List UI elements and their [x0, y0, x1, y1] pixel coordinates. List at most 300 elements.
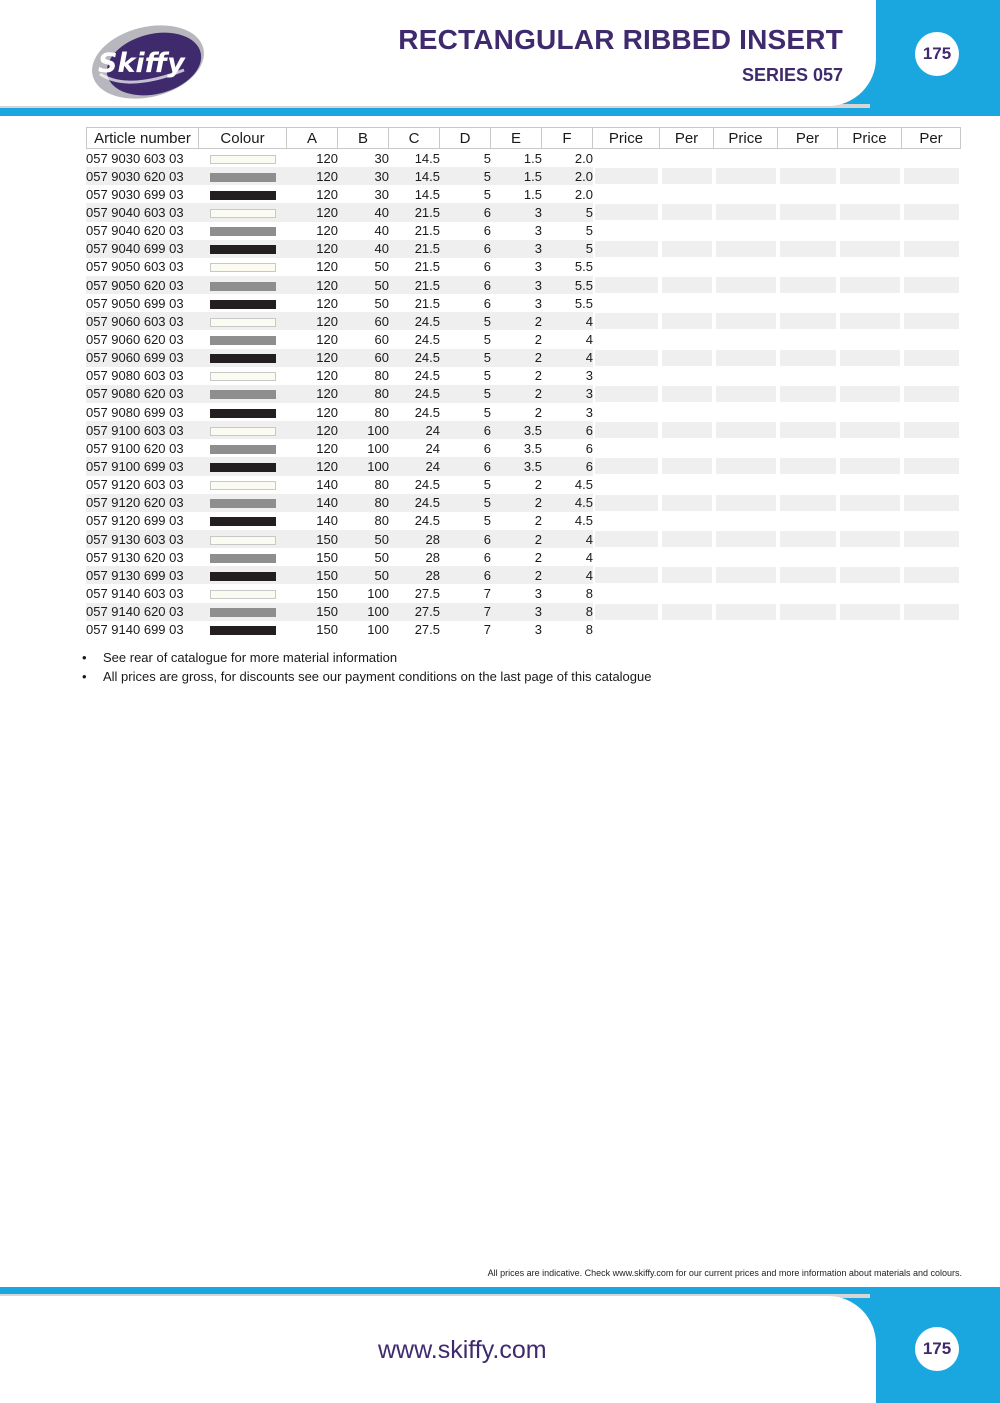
price-box [662, 567, 712, 583]
per-cell [660, 457, 714, 475]
per-cell [660, 584, 714, 602]
price-box [716, 386, 776, 402]
per-cell [902, 367, 961, 385]
colour-cell [199, 421, 287, 439]
header-colour: Colour [199, 127, 287, 149]
per-cell [902, 330, 961, 348]
price-cell [593, 240, 660, 258]
table-row [86, 548, 961, 566]
per-cell [778, 403, 838, 421]
per-cell [778, 276, 838, 294]
per-cell [660, 548, 714, 566]
price-cell [593, 494, 660, 512]
dim-a-cell: 120 [287, 349, 338, 367]
per-cell [902, 185, 961, 203]
price-box [716, 440, 776, 456]
price-box [840, 585, 900, 601]
price-box [595, 549, 658, 565]
price-box [595, 241, 658, 257]
article-number-cell: 057 9050 603 03 [86, 259, 184, 275]
dim-a-cell: 120 [316, 331, 338, 347]
dim-f-cell: 5.5 [574, 295, 593, 311]
colour-cell [199, 276, 287, 294]
price-box [780, 458, 836, 474]
price-box [904, 331, 959, 347]
per-cell [778, 149, 838, 167]
table-row [86, 330, 961, 348]
notes-list [82, 650, 651, 688]
note-item: • See rear of catalogue for more material information [82, 650, 398, 665]
dim-f-cell: 3 [542, 385, 593, 403]
price-cell [838, 584, 902, 602]
colour-swatch-black [210, 572, 276, 581]
dim-a-cell: 120 [316, 368, 338, 384]
price-cell [838, 421, 902, 439]
colour-cell [199, 403, 287, 421]
price-box [840, 150, 900, 166]
per-cell [778, 621, 838, 639]
dim-e-cell: 2 [534, 477, 542, 493]
price-cell [838, 149, 902, 167]
price-box [780, 350, 836, 366]
dim-d-cell: 6 [483, 259, 491, 275]
per-cell [778, 584, 838, 602]
header-a: A [287, 127, 338, 149]
dim-f-cell: 2.0 [574, 186, 593, 202]
per-cell [778, 421, 838, 439]
per-cell [902, 258, 961, 276]
price-box [595, 604, 658, 620]
dim-b-cell: 100 [367, 585, 389, 601]
website-link[interactable]: www.skiffy.com [378, 1336, 547, 1364]
colour-swatch-black [210, 191, 276, 200]
per-cell [778, 476, 838, 494]
table-row [86, 512, 961, 530]
dim-d-cell: 5 [483, 477, 491, 493]
price-box [595, 458, 658, 474]
article-number-cell: 057 9140 603 03 [86, 585, 184, 601]
price-box [662, 331, 712, 347]
price-box [716, 259, 776, 275]
price-box [716, 368, 776, 384]
table-row [86, 203, 961, 221]
dim-b-cell: 60 [374, 331, 389, 347]
price-box [840, 223, 900, 239]
dim-c-cell: 28 [389, 530, 440, 548]
table-row [86, 276, 961, 294]
colour-cell [199, 512, 287, 530]
dim-d-cell: 5 [440, 349, 491, 367]
dim-c-cell: 14.5 [414, 186, 440, 202]
price-box [662, 223, 712, 239]
price-cell [714, 494, 778, 512]
per-cell [778, 439, 838, 457]
price-cell [714, 603, 778, 621]
price-cell [593, 385, 660, 403]
dim-b-cell: 100 [338, 603, 389, 621]
table-row [86, 367, 961, 385]
dim-b-cell: 80 [338, 494, 389, 512]
price-cell [593, 403, 660, 421]
price-box [595, 567, 658, 583]
per-cell [778, 385, 838, 403]
dim-a-cell: 140 [287, 494, 338, 512]
dim-f-cell: 4 [542, 312, 593, 330]
per-cell [660, 167, 714, 185]
dim-b-cell: 80 [374, 513, 389, 529]
per-cell [902, 203, 961, 221]
price-cell [714, 512, 778, 530]
skiffy-logo [88, 22, 208, 100]
price-box [840, 422, 900, 438]
per-cell [902, 439, 961, 457]
price-box [595, 295, 658, 311]
price-box [780, 386, 836, 402]
price-box [904, 241, 959, 257]
dim-b-cell: 100 [338, 421, 389, 439]
dim-b-cell: 80 [374, 477, 389, 493]
price-cell [714, 167, 778, 185]
per-cell [660, 603, 714, 621]
price-cell [593, 512, 660, 530]
price-box [780, 223, 836, 239]
dim-c-cell: 28 [389, 566, 440, 584]
dim-c-cell: 24.5 [389, 312, 440, 330]
colour-swatch-white [210, 318, 276, 327]
colour-swatch-white [210, 427, 276, 436]
price-cell [714, 476, 778, 494]
table-row [86, 421, 961, 439]
price-box [904, 513, 959, 529]
price-box [595, 277, 658, 293]
per-cell [902, 385, 961, 403]
price-cell [714, 439, 778, 457]
dim-d-cell: 6 [440, 276, 491, 294]
dim-c-cell: 21.5 [414, 259, 440, 275]
colour-swatch-grey [210, 390, 276, 399]
dim-f-cell: 5 [542, 240, 593, 258]
dim-f-cell: 4 [542, 349, 593, 367]
dim-b-cell: 100 [367, 622, 389, 638]
price-cell [593, 530, 660, 548]
price-box [662, 368, 712, 384]
table-row [86, 185, 961, 203]
price-box [780, 313, 836, 329]
table-row [86, 566, 961, 584]
header-price-2: Price [714, 127, 778, 149]
price-box [904, 585, 959, 601]
article-number-cell: 057 9100 603 03 [86, 421, 199, 439]
article-number-cell: 057 9100 620 03 [86, 440, 184, 456]
per-cell [902, 584, 961, 602]
article-number-cell: 057 9100 699 03 [86, 457, 199, 475]
price-box [840, 313, 900, 329]
dim-c-cell: 27.5 [414, 622, 440, 638]
price-box [595, 495, 658, 511]
colour-cell [199, 385, 287, 403]
price-cell [714, 421, 778, 439]
colour-swatch-black [210, 245, 276, 254]
per-cell [778, 294, 838, 312]
dim-e-cell: 2 [491, 312, 542, 330]
price-box [780, 513, 836, 529]
price-box [780, 622, 836, 638]
colour-swatch-grey [210, 499, 276, 508]
price-box [780, 404, 836, 420]
dim-d-cell: 6 [483, 223, 491, 239]
dim-f-cell: 6 [542, 457, 593, 475]
price-cell [714, 385, 778, 403]
price-box [904, 531, 959, 547]
price-cell [714, 258, 778, 276]
per-cell [660, 494, 714, 512]
price-box [595, 150, 658, 166]
colour-cell [199, 294, 287, 312]
price-box [840, 604, 900, 620]
dim-e-cell: 1.5 [523, 186, 542, 202]
price-box [716, 331, 776, 347]
price-box [840, 368, 900, 384]
per-cell [902, 566, 961, 584]
per-cell [660, 330, 714, 348]
dim-f-cell: 4.5 [542, 494, 593, 512]
article-number-cell: 057 9120 699 03 [86, 513, 184, 529]
price-box [840, 168, 900, 184]
price-box [595, 350, 658, 366]
price-cell [714, 548, 778, 566]
colour-cell [199, 203, 287, 221]
dim-b-cell: 50 [338, 530, 389, 548]
per-cell [902, 476, 961, 494]
colour-swatch-grey [210, 173, 276, 182]
dim-d-cell: 5 [483, 513, 491, 529]
price-cell [714, 203, 778, 221]
price-box [780, 495, 836, 511]
price-box [716, 150, 776, 166]
dim-a-cell: 120 [316, 404, 338, 420]
price-box [662, 495, 712, 511]
dim-f-cell: 4.5 [574, 513, 593, 529]
price-box [840, 277, 900, 293]
price-box [595, 223, 658, 239]
table-row [86, 403, 961, 421]
per-cell [778, 349, 838, 367]
dim-f-cell: 3 [585, 404, 593, 420]
price-cell [714, 367, 778, 385]
price-disclaimer: All prices are indicative. Check www.skiffy.com for our current prices and more information about materials and colours. [487, 1268, 962, 1278]
price-box [595, 585, 658, 601]
price-box [595, 386, 658, 402]
colour-swatch-white [210, 372, 276, 381]
price-box [595, 477, 658, 493]
table-row [86, 621, 961, 639]
dim-d-cell: 5 [440, 385, 491, 403]
price-box [904, 277, 959, 293]
per-cell [778, 312, 838, 330]
dim-d-cell: 7 [483, 622, 491, 638]
price-cell [714, 276, 778, 294]
price-box [716, 622, 776, 638]
dim-f-cell: 4.5 [574, 477, 593, 493]
price-box [595, 186, 658, 202]
article-number-cell: 057 9130 603 03 [86, 530, 199, 548]
price-box [840, 531, 900, 547]
colour-cell [199, 185, 287, 203]
colour-cell [199, 457, 287, 475]
dim-b-cell: 60 [338, 312, 389, 330]
article-number-cell: 057 9050 699 03 [86, 295, 184, 311]
table-row [86, 457, 961, 475]
dim-b-cell: 30 [374, 150, 389, 166]
per-cell [778, 330, 838, 348]
per-cell [660, 621, 714, 639]
colour-cell [199, 494, 287, 512]
dim-e-cell: 2 [534, 513, 542, 529]
price-cell [714, 566, 778, 584]
dim-f-cell: 8 [542, 603, 593, 621]
dim-a-cell: 120 [287, 457, 338, 475]
per-cell [902, 621, 961, 639]
dim-c-cell: 24.5 [414, 368, 440, 384]
price-box [662, 458, 712, 474]
per-cell [902, 240, 961, 258]
price-box [716, 477, 776, 493]
dim-f-cell: 2.0 [542, 167, 593, 185]
dim-f-cell: 6 [585, 440, 593, 456]
table-row [86, 385, 961, 403]
footer-page-number-badge: 175 [915, 1327, 959, 1371]
price-cell [838, 476, 902, 494]
header-article-number: Article number [86, 127, 199, 149]
per-cell [778, 512, 838, 530]
price-box [840, 549, 900, 565]
price-box [904, 223, 959, 239]
dim-a-cell: 150 [316, 585, 338, 601]
price-box [904, 549, 959, 565]
per-cell [902, 222, 961, 240]
dim-e-cell: 3 [491, 603, 542, 621]
price-box [662, 531, 712, 547]
table-row [86, 312, 961, 330]
price-cell [838, 330, 902, 348]
price-box [840, 204, 900, 220]
per-cell [902, 403, 961, 421]
per-cell [660, 512, 714, 530]
per-cell [660, 312, 714, 330]
price-box [840, 386, 900, 402]
dim-a-cell: 120 [287, 421, 338, 439]
price-box [840, 622, 900, 638]
table-row [86, 349, 961, 367]
dim-d-cell: 5 [440, 167, 491, 185]
price-box [904, 567, 959, 583]
price-box [662, 186, 712, 202]
price-box [904, 313, 959, 329]
colour-swatch-white [210, 263, 276, 272]
price-cell [838, 494, 902, 512]
per-cell [778, 203, 838, 221]
dim-f-cell: 5 [542, 203, 593, 221]
article-number-cell: 057 9060 699 03 [86, 349, 199, 367]
colour-swatch-grey [210, 336, 276, 345]
per-cell [778, 258, 838, 276]
per-cell [778, 494, 838, 512]
price-box [904, 150, 959, 166]
price-box [595, 331, 658, 347]
article-number-cell: 057 9060 603 03 [86, 312, 199, 330]
dim-c-cell: 24 [389, 421, 440, 439]
colour-swatch-grey [210, 445, 276, 454]
table-row [86, 240, 961, 258]
price-box [780, 422, 836, 438]
price-box [840, 513, 900, 529]
article-number-cell: 057 9030 699 03 [86, 186, 184, 202]
colour-cell [199, 566, 287, 584]
header-c: C [389, 127, 440, 149]
price-box [662, 477, 712, 493]
dim-e-cell: 2 [534, 331, 542, 347]
price-box [595, 622, 658, 638]
price-cell [714, 149, 778, 167]
price-box [904, 458, 959, 474]
dim-f-cell: 4 [542, 530, 593, 548]
price-box [840, 458, 900, 474]
price-box [840, 567, 900, 583]
price-box [716, 422, 776, 438]
dim-a-cell: 120 [316, 440, 338, 456]
article-number-cell: 057 9030 620 03 [86, 167, 199, 185]
price-box [595, 513, 658, 529]
price-box [595, 168, 658, 184]
price-box [595, 313, 658, 329]
dim-f-cell: 3 [585, 368, 593, 384]
dim-b-cell: 50 [338, 276, 389, 294]
per-cell [660, 276, 714, 294]
article-number-cell: 057 9040 603 03 [86, 203, 199, 221]
price-cell [838, 403, 902, 421]
header-price-3: Price [838, 127, 902, 149]
price-box [716, 604, 776, 620]
colour-cell [199, 603, 287, 621]
dim-e-cell: 2 [491, 530, 542, 548]
page-title: RECTANGULAR RIBBED INSERT [398, 24, 843, 55]
price-cell [593, 294, 660, 312]
price-box [780, 259, 836, 275]
colour-swatch-white [210, 536, 276, 545]
dim-e-cell: 3 [491, 276, 542, 294]
dim-a-cell: 150 [287, 603, 338, 621]
header-price-1: Price [593, 127, 660, 149]
article-number-cell: 057 9120 620 03 [86, 494, 199, 512]
dim-e-cell: 1.5 [491, 167, 542, 185]
article-number-cell: 057 9080 620 03 [86, 385, 199, 403]
dim-a-cell: 150 [316, 549, 338, 565]
price-cell [593, 185, 660, 203]
dim-a-cell: 150 [316, 622, 338, 638]
article-number-cell: 057 9080 699 03 [86, 404, 184, 420]
dim-b-cell: 40 [338, 203, 389, 221]
price-box [904, 422, 959, 438]
page-number-badge: 175 [915, 32, 959, 76]
header-per-3: Per [902, 127, 961, 149]
price-cell [838, 530, 902, 548]
price-cell [838, 439, 902, 457]
colour-cell [199, 167, 287, 185]
dim-b-cell: 50 [374, 259, 389, 275]
price-box [780, 368, 836, 384]
dim-a-cell: 120 [287, 167, 338, 185]
table-row [86, 222, 961, 240]
